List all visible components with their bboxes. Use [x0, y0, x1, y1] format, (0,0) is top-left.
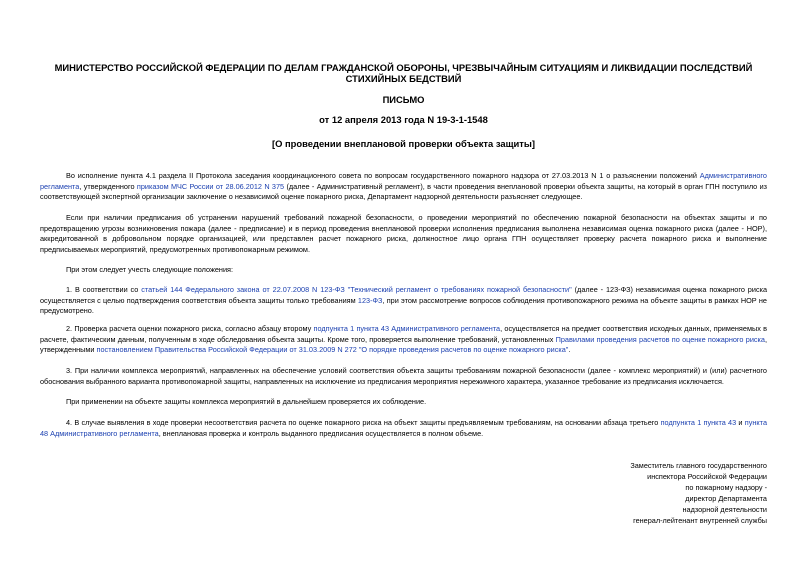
signature-line: надзорной деятельности — [682, 505, 767, 514]
signature-line: по пожарному надзору - — [685, 483, 767, 492]
paragraph-text: , осуществляется на предмет соответствия исходных данных, применяемых в расчете, фактическим данным, полученным в ходе обследования объекта защиты. Кроме того, проверяется выполнение требований, установленных — [40, 324, 767, 344]
paragraph-8 — [40, 418, 767, 439]
link-order-375[interactable]: приказом МЧС России от 28.06.2012 N 375 — [136, 181, 285, 191]
paragraph-5 — [40, 324, 767, 356]
link-subparagraph-43[interactable]: подпункта 1 пункта 43 Административного регламента — [313, 324, 501, 333]
link-resolution-272[interactable]: постановлением Правительства Российской Федерации от 31.03.2009 N 272 "О порядке проведения расчетов по оценке пожарного риска" — [96, 345, 569, 354]
link-admin-regulation[interactable]: Административного регламента — [40, 171, 767, 191]
paragraph-text: 2. Проверка расчета оценки пожарного риска, согласно абзацу второму — [66, 324, 314, 333]
paragraph-text: (далее - 123-ФЗ) независимая оценка пожарного риска осуществляется с целью подтверждения соответствия объекта защиты только требованиям — [40, 285, 768, 305]
paragraph-text: , внеплановая проверка и контроль выданного предписания осуществляется в полном объеме. — [158, 428, 484, 438]
signature-line: Заместитель главного государственного — [630, 461, 767, 470]
paragraph-text: (далее - Административный регламент), в части проведения внеплановой проверки объекта защиты, на который в орган ГПН поступило из соответствующей экспертной организации заключение о независимой оценке пожарного риска, Департамент надзорной деятельности разъясняет следующее. — [40, 181, 768, 201]
signature-line: инспектора Российской Федерации — [647, 472, 767, 481]
paragraph-text: 4. В случае выявления в ходе проверки несоответствия расчета по оценке пожарного риска на объект защиты предъявляемым требованиям, на основании абзаца третьего — [66, 418, 661, 427]
paragraph-4 — [40, 285, 767, 317]
doc-subject: [О проведении внеплановой проверки объекта защиты] — [272, 138, 535, 149]
signature-line: директор Департамента — [685, 494, 767, 503]
paragraph-2: Если при наличии предписания об устранении нарушений требований пожарной безопасности, о проведении мероприятий по обеспечению пожарной безопасности на объектах защиты и по предотвращению угрозы возникновения пожара (далее - предписание) и в период проведения внеплановой проверки исполнения предписания выполнена независимая оценка пожарного риска (далее - НОР), аккредитованной в добровольном порядке организацией, или представлен расчет пожарного риска, должностное лицо органа ГПН осуществляет проверку расчета пожарного риска и выполнение предписываемых мероприятий, предусмотренных противопожарным режимом. — [40, 213, 767, 254]
link-article-144[interactable]: статьей 144 Федерального закона от 22.07.2008 N 123-ФЗ "Технический регламент о требованиях пожарной безопасности" — [141, 285, 572, 294]
paragraph-6: 3. При наличии комплекса мероприятий, направленных на обеспечение условий соответствия объекта защиты требованиям пожарной безопасности (далее - комплекс мероприятий) и (или) расчетного обоснования выбранного варианта противопожарной защиты, направленных на исключение из предписания мероприятия нережимного характера, указанное требование из предписания исключается. — [40, 366, 767, 386]
link-123-fz[interactable]: 123-ФЗ — [357, 295, 383, 305]
link-risk-calc-rules[interactable]: Правилами проведения расчетов по оценке пожарного риска — [555, 334, 765, 344]
ministry-title: МИНИСТЕРСТВО РОССИЙСКОЙ ФЕДЕРАЦИИ ПО ДЕЛАМ ГРАЖДАНСКОЙ ОБОРОНЫ, ЧРЕЗВЫЧАЙНЫМ СИТУАЦИЯМ И ЛИКВИДАЦИИ ПОСЛЕДСТВИЙ СТИХИЙНЫХ БЕДСТВИЙ — [54, 62, 753, 84]
paragraph-text: и — [736, 418, 745, 427]
paragraph-text: . — [568, 345, 571, 354]
paragraph-text: , при этом рассмотрение вопросов соблюдения противопожарного режима на объекте защиты в рамках НОР не предусмотрено. — [40, 295, 767, 315]
doc-date-number: от 12 апреля 2013 года N 19-3-1-1548 — [319, 114, 488, 125]
doc-type: ПИСЬМО — [382, 94, 425, 105]
signature-block — [567, 460, 767, 526]
link-subparagraph-1-43[interactable]: подпункта 1 пункта 43 — [660, 418, 737, 427]
paragraph-text: , утвержденного — [79, 181, 137, 191]
paragraph-text: Во исполнение пункта 4.1 раздела II Протокола заседания координационного совета по вопросам государственного пожарного надзора от 27.03.2013 N 1 о разъяснении положений — [66, 171, 700, 180]
paragraph-text: 1. В соответствии со — [66, 285, 142, 294]
paragraph-3: При этом следует учесть следующие положения: — [66, 265, 234, 274]
paragraph-text: , утвержденными — [40, 334, 767, 354]
link-paragraph-48[interactable]: пункта 48 Административного регламента — [40, 418, 768, 438]
paragraph-7: При применении на объекте защиты комплекса мероприятий в дальнейшем проверяется их соблюдение. — [66, 397, 427, 406]
signature-line: генерал-лейтенант внутренней службы — [633, 516, 767, 525]
paragraph-1 — [40, 171, 767, 203]
